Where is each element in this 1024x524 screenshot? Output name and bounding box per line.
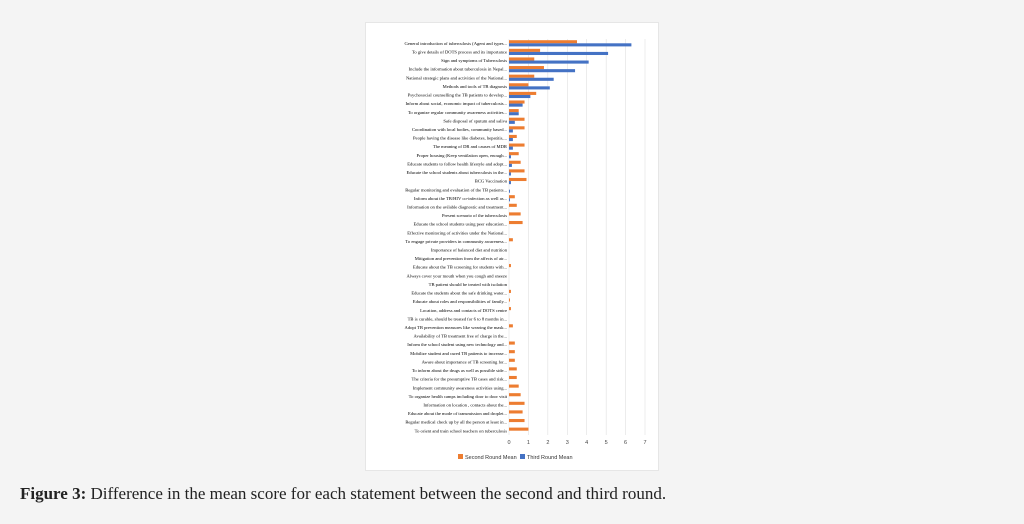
- bar-second-round: [509, 342, 515, 345]
- category-label: Educate about the mode of transmission and droplet...: [408, 411, 507, 417]
- bar-third-round: [509, 198, 510, 201]
- bar-third-round: [509, 95, 530, 98]
- category-label: Implement community awareness activities using...: [412, 385, 507, 391]
- bar-third-round: [509, 172, 511, 175]
- category-label: TB patient should be treated with isolation: [428, 281, 507, 287]
- category-label: Educate the students about the safe drinking water...: [411, 290, 507, 296]
- bar-third-round: [509, 86, 550, 89]
- x-tick-labels: [507, 440, 646, 446]
- bar-second-round: [509, 307, 511, 310]
- category-label: BCG Vaccination: [474, 178, 507, 184]
- bar-second-round: [509, 161, 521, 164]
- bar-third-round: [509, 78, 554, 81]
- bar-second-round: [509, 57, 534, 60]
- category-labels: [405, 41, 508, 433]
- category-label: Proper housing (Keep ventilation open, enough...: [416, 152, 507, 158]
- bar-second-round: [509, 367, 517, 370]
- x-tick-label: 5: [604, 440, 608, 446]
- bar-second-round: [509, 385, 519, 388]
- figure-caption-text: Difference in the mean score for each statement between the second and third round.: [86, 484, 667, 503]
- category-label: People having the disease like diabetes, hepatitis,...: [412, 135, 507, 141]
- chart-panel: [365, 22, 659, 471]
- category-label: Present scenario of the tuberculosis: [441, 213, 507, 219]
- category-label: Adopt TB prevention measures like wearing the mask...: [404, 324, 507, 330]
- bar-third-round: [509, 181, 511, 184]
- bar-second-round: [509, 221, 523, 224]
- category-label: Educate the school students using peer education...: [413, 221, 507, 227]
- bar-second-round: [509, 264, 511, 267]
- bar-third-round: [509, 138, 513, 141]
- category-label: TB is curable, should be treated for 6 to 8 months in...: [407, 316, 507, 322]
- bar-second-round: [509, 144, 525, 147]
- bar-second-round: [509, 195, 515, 198]
- bar-second-round: [509, 83, 528, 86]
- bar-third-round: [509, 52, 608, 55]
- bar-second-round: [509, 204, 517, 207]
- bars-layer: [509, 40, 631, 430]
- bar-second-round: [509, 135, 517, 138]
- category-label: Information on the avilable diagnostic and treatment...: [407, 204, 507, 210]
- grid-layer: [509, 39, 645, 435]
- category-label: Educate students to follow health lifestyle and adopt...: [407, 161, 507, 167]
- category-label: Regular medical check up by all the person at least in...: [405, 419, 507, 425]
- bar-second-round: [509, 298, 510, 301]
- bar-second-round: [509, 152, 519, 155]
- bar-second-round: [509, 376, 517, 379]
- category-label: Coordination with local bodies, community based...: [411, 126, 507, 132]
- bar-second-round: [509, 350, 515, 353]
- bar-second-round: [509, 66, 544, 69]
- category-label: Educate about roles and responsibilities of family...: [412, 299, 507, 305]
- bar-second-round: [509, 324, 513, 327]
- category-label: Inform about the TB/HIV co-infection as well as...: [414, 195, 507, 201]
- legend-label-third-round: Third Round Mean: [527, 455, 573, 461]
- bar-second-round: [509, 126, 525, 129]
- category-label: To give details of DOTS process and its importance: [411, 49, 507, 55]
- bar-second-round: [509, 118, 525, 121]
- category-label: Regular monitoring and evaluation of the TB patients...: [405, 187, 507, 193]
- category-label: Aware about importance of TB screening for...: [421, 359, 507, 365]
- bar-third-round: [509, 61, 589, 64]
- legend-swatch-third-round: [520, 454, 525, 459]
- bar-third-round: [509, 121, 515, 124]
- bar-third-round: [509, 112, 519, 115]
- category-label: To engage private providers in community awareness...: [405, 238, 507, 244]
- bar-third-round: [509, 129, 513, 132]
- bar-third-round: [509, 69, 575, 72]
- bar-second-round: [509, 169, 525, 172]
- category-label: Educate the school students about tuberculosis in the...: [406, 170, 507, 176]
- bar-second-round: [509, 393, 521, 396]
- category-label: Effective monitoring of activities under the National...: [407, 230, 507, 236]
- bar-third-round: [509, 43, 631, 46]
- category-label: Always cover your mouth when you cough and sneeze: [406, 273, 507, 279]
- category-label: Mitigation and prevention from the affects of air...: [414, 256, 507, 262]
- bar-third-round: [509, 147, 513, 150]
- category-label: Psychosocial counselling the TB patients to develop...: [407, 92, 507, 98]
- category-label: Information on location , contacts about the...: [423, 402, 507, 408]
- category-label: To organize health camps including door to door visit: [408, 393, 507, 399]
- legend-swatch-second-round: [458, 454, 463, 459]
- category-label: Location, address and contacts of DOTS centre: [420, 307, 507, 313]
- category-label: To inform about the drugs as well as possible side...: [411, 368, 507, 374]
- legend-label-second-round: Second Round Mean: [465, 455, 517, 461]
- category-label: Availability of TB treatment free of charge in the...: [413, 333, 507, 339]
- category-label: General introduction of tuberculosis (Agent and types...: [404, 40, 507, 46]
- category-label: The meaning of DR and causes of MDR: [432, 144, 507, 150]
- category-label: Educate about the TB screening for students with...: [412, 264, 507, 270]
- bar-second-round: [509, 40, 577, 43]
- bar-second-round: [509, 410, 523, 413]
- category-label: Sign and symptoms of Tuberculosis: [441, 58, 507, 64]
- x-tick-label: 1: [526, 440, 530, 446]
- bar-chart: [366, 23, 658, 470]
- category-label: Inform about social, economic impact of tuberculosis...: [405, 101, 507, 107]
- x-tick-label: 2: [546, 440, 550, 446]
- category-label: Inform the school student using new technology and...: [407, 342, 507, 348]
- bar-second-round: [509, 359, 515, 362]
- bar-second-round: [509, 428, 528, 431]
- legend: [458, 454, 573, 461]
- bar-second-round: [509, 49, 540, 52]
- bar-second-round: [509, 75, 534, 78]
- bar-second-round: [509, 290, 511, 293]
- x-tick-label: 0: [507, 440, 511, 446]
- category-label: Include the information about tuberculosis in Nepal...: [408, 66, 507, 72]
- x-tick-label: 7: [643, 440, 647, 446]
- bar-second-round: [509, 419, 525, 422]
- bar-second-round: [509, 402, 525, 405]
- category-label: Importance of balanced diet and nutrition: [430, 247, 507, 253]
- category-label: Methods and tools of TB diagnosis: [442, 83, 507, 89]
- bar-second-round: [509, 109, 519, 112]
- x-tick-label: 3: [565, 440, 569, 446]
- bar-second-round: [509, 178, 526, 181]
- category-label: Safe disposal of sputum and saliva: [443, 118, 507, 124]
- bar-third-round: [509, 104, 523, 107]
- x-tick-label: 4: [585, 440, 589, 446]
- category-label: Mobilize student and cured TB patients to increase...: [410, 350, 507, 356]
- category-label: To organize regular community awareness activities...: [407, 109, 507, 115]
- bar-second-round: [509, 238, 513, 241]
- x-tick-label: 6: [624, 440, 628, 446]
- bar-third-round: [509, 155, 511, 158]
- category-label: The criteria for the presumptive TB cases and risk...: [411, 376, 507, 382]
- bar-second-round: [509, 212, 521, 215]
- bar-second-round: [509, 100, 525, 103]
- category-label: To orient and train school teachers on tuberculosis: [414, 428, 507, 434]
- bar-third-round: [509, 190, 510, 193]
- bar-second-round: [509, 92, 536, 95]
- figure-caption: [20, 484, 666, 504]
- figure-caption-label: Figure 3:: [20, 484, 87, 503]
- category-label: National strategic plans and activities of the National...: [405, 75, 507, 81]
- bar-third-round: [509, 164, 512, 167]
